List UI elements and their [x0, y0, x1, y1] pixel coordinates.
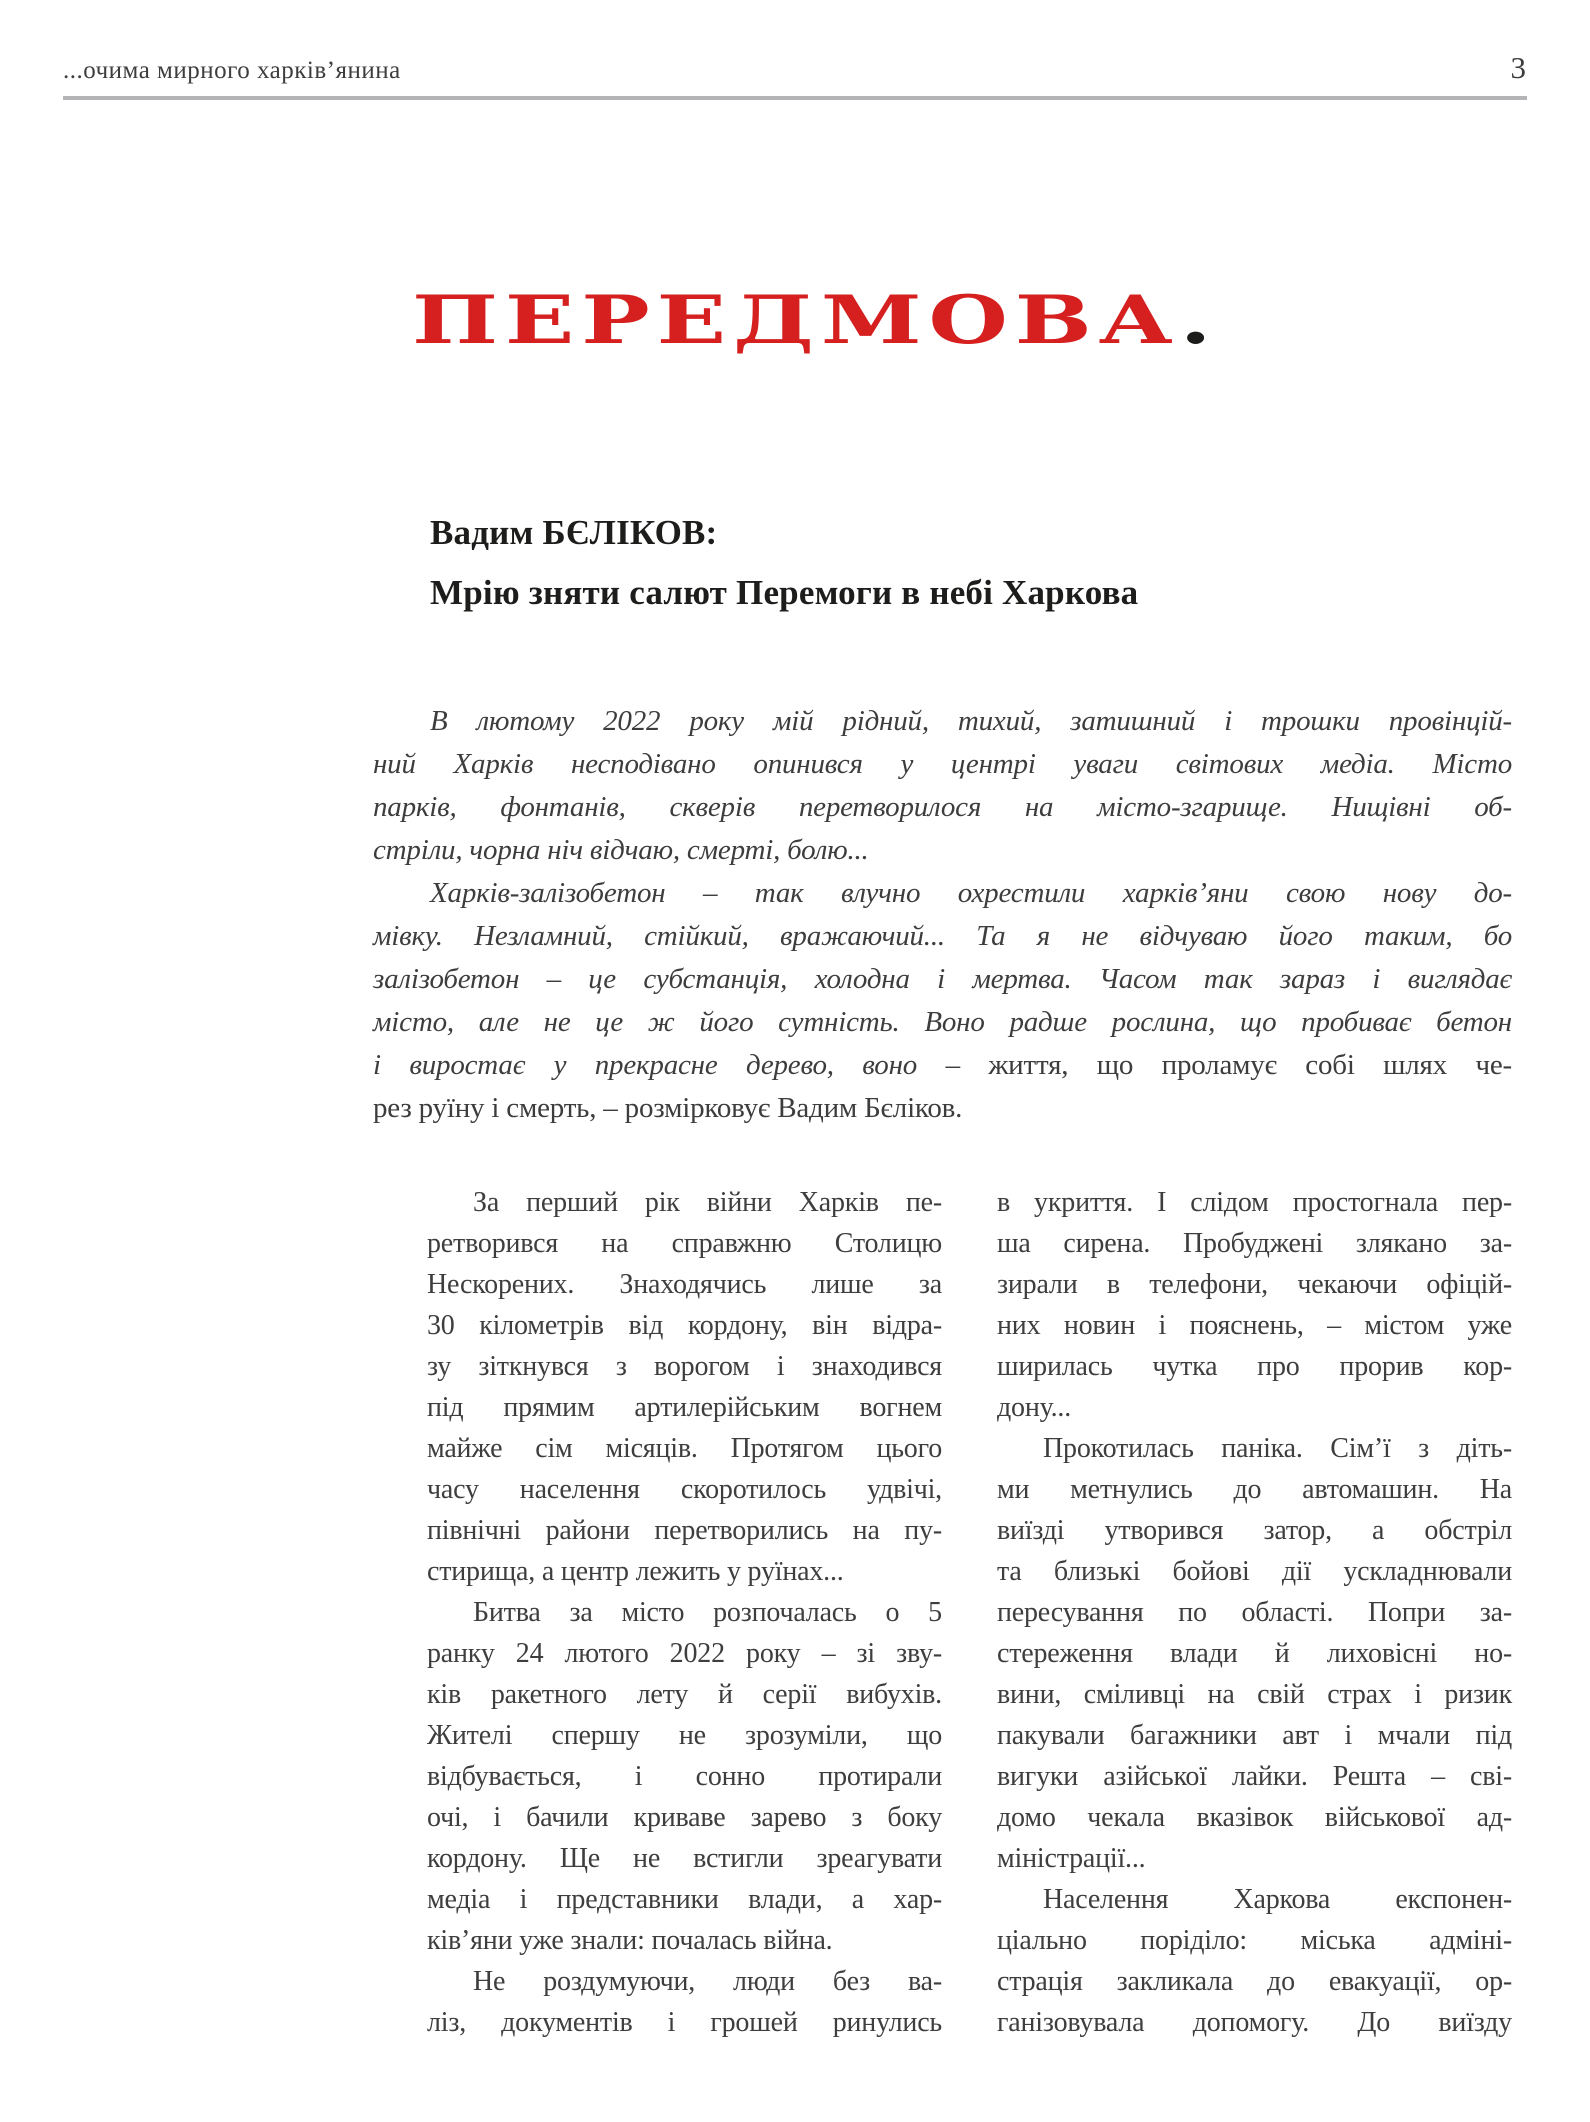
column-right	[997, 1182, 1512, 2043]
text-line: медіа і представники влади, а хар-	[427, 1884, 942, 1915]
author-name-line: Вадим БЄЛІКОВ:	[430, 513, 718, 552]
intro-quote-block	[373, 700, 1512, 1130]
text-line: стріли, чорна ніч відчаю, смерті, болю...	[373, 834, 869, 866]
text-line: В лютому 2022 року мій рідний, тихий, затишний і трошки провінцій-	[430, 705, 1512, 737]
preface-title-text: ПЕРЕДМОВА	[412, 281, 1180, 359]
header-rule	[63, 96, 1527, 100]
preface-title	[412, 281, 1212, 359]
text-line: північні райони перетворились на пу-	[427, 1515, 942, 1546]
author-heading	[430, 503, 1138, 623]
text-line: відбувається, і сонно протирали	[427, 1761, 942, 1792]
text-line: пакували багажники авт і мчали під	[997, 1720, 1512, 1751]
text-line: ків ракетного лету й серії вибухів.	[427, 1679, 942, 1710]
text-line: Харків-залізобетон – так влучно охрестили харків’яни свою нову до-	[430, 877, 1512, 909]
text-line: дону...	[997, 1392, 1072, 1423]
column-left	[427, 1182, 942, 2043]
text-line: Населення Харкова експонен-	[1043, 1884, 1512, 1915]
text-line: стирища, а центр лежить у руїнах...	[427, 1556, 844, 1587]
text-line: ганізовувала допомогу. До виїзду	[997, 2007, 1512, 2038]
text-line: ціально поріділо: міська адміні-	[997, 1925, 1512, 1956]
running-head: ...очима мирного харків’янина	[63, 57, 401, 84]
text-line: стереження влади й лиховісні но-	[997, 1638, 1512, 1669]
text-line: і виростає у прекрасне дерево, воно – життя, що проламує собі шлях че-	[373, 1049, 1512, 1081]
text-line: ранку 24 лютого 2022 року – зі зву-	[427, 1638, 942, 1669]
text-line: ліз, документів і грошей ринулись	[427, 2007, 942, 2038]
text-line: вигуки азійської лайки. Решта – сві-	[997, 1761, 1512, 1792]
author-quote-line: Мрію зняти салют Перемоги в небі Харкова	[430, 573, 1139, 612]
text-line: рез руїну і смерть, – розмірковує Вадим Бєліков.	[373, 1092, 963, 1124]
text-line: ширилась чутка про прорив кор-	[997, 1351, 1512, 1382]
text-line: Не роздумуючи, люди без ва-	[473, 1966, 942, 1997]
text-line: кордону. Ще не встигли зреагувати	[427, 1843, 942, 1874]
text-line: та близькі бойові дії ускладнювали	[997, 1556, 1512, 1587]
text-line: Битва за місто розпочалась о 5	[473, 1597, 942, 1628]
text-line: ша сирена. Пробуджені злякано за-	[997, 1228, 1512, 1259]
text-line: очі, і бачили криваве зарево з боку	[427, 1802, 942, 1833]
text-line: ретворився на справжню Столицю	[427, 1228, 942, 1259]
text-line: ми метнулись до автомашин. На	[997, 1474, 1512, 1505]
text-line: Нескорених. Знаходячись лише за	[427, 1269, 942, 1300]
text-line: них новин і пояснень, – містом уже	[997, 1310, 1512, 1341]
text-line: пересування по області. Попри за-	[997, 1597, 1512, 1628]
text-line: страція закликала до евакуації, ор-	[997, 1966, 1512, 1997]
text-line: За перший рік війни Харків пе-	[473, 1187, 942, 1218]
text-line: 30 кілометрів від кордону, він відра-	[427, 1310, 942, 1341]
text-line: місто, але не це ж його сутність. Воно радше рослина, що пробиває бетон	[373, 1006, 1512, 1038]
text-line: домо чекала вказівок військової ад-	[997, 1802, 1512, 1833]
text-line: в укриття. І слідом простогнала пер-	[997, 1187, 1512, 1218]
text-line: зу зіткнувся з ворогом і знаходився	[427, 1351, 942, 1382]
text-line: виїзді утворився затор, а обстріл	[997, 1515, 1512, 1546]
text-line: під прямим артилерійським вогнем	[427, 1392, 942, 1423]
text-line: вини, сміливці на свій страх і ризик	[997, 1679, 1512, 1710]
body-columns	[427, 1182, 1512, 2043]
text-line: міністрації...	[997, 1843, 1146, 1874]
text-line: залізобетон – це субстанція, холодна і мертва. Часом так зараз і виглядає	[373, 963, 1512, 995]
page-number: 3	[1510, 50, 1526, 85]
text-line: ків’яни уже знали: почалась війна.	[427, 1925, 833, 1956]
text-line: Прокотилась паніка. Сім’ї з діть-	[1043, 1433, 1512, 1464]
text-line: часу населення скоротилось удвічі,	[427, 1474, 942, 1505]
preface-title-period: .	[1179, 281, 1212, 359]
text-line: зирали в телефони, чекаючи офіцій-	[997, 1269, 1512, 1300]
text-line: ний Харків несподівано опинився у центрі уваги світових медіа. Місто	[373, 748, 1512, 780]
text-line: парків, фонтанів, скверів перетворилося на місто-згарище. Нищівні об-	[373, 791, 1512, 823]
text-line: майже сім місяців. Протягом цього	[427, 1433, 942, 1464]
text-line: мівку. Незламний, стійкий, вражаючий... Та я не відчуваю його таким, бо	[373, 920, 1512, 952]
text-line: Жителі спершу не зрозуміли, що	[427, 1720, 942, 1751]
